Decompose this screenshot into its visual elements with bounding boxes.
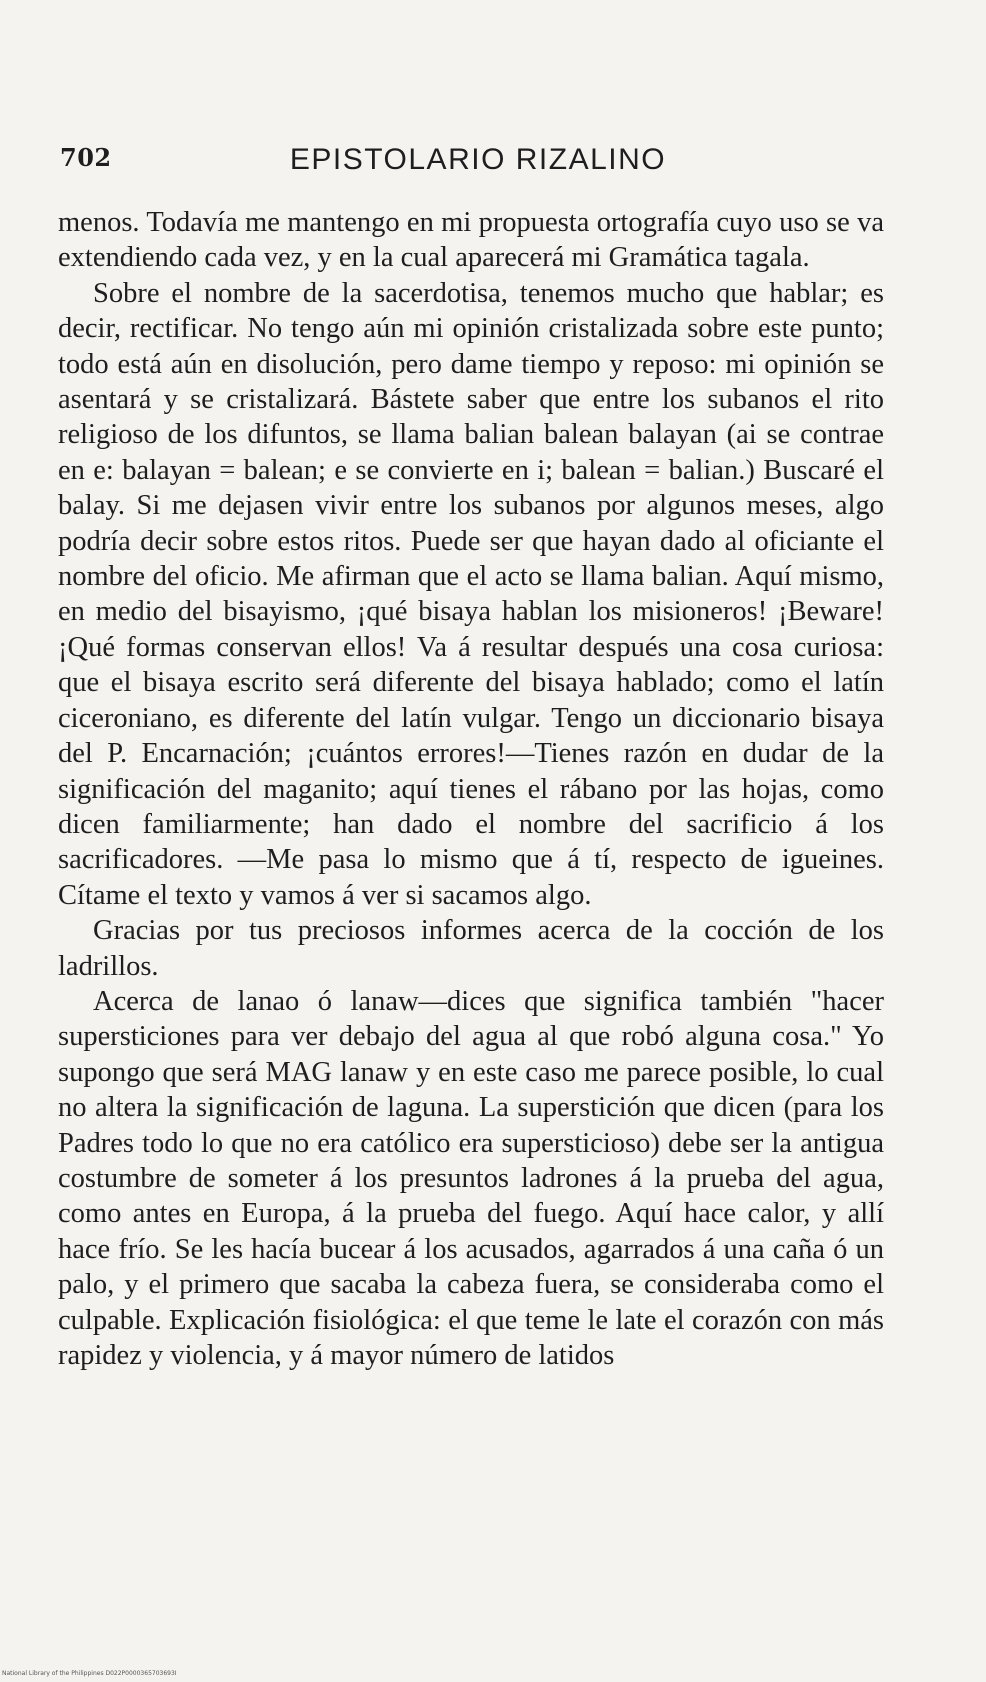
running-head: EPISTOLARIO RIZALINO [289, 143, 667, 176]
paragraph: Sobre el nombre de la sacerdotisa, tenemos mucho que hablar; es decir, rectificar. No tengo aún mi opinión cristalizada sobre este punto; todo está aún en disolución, pero dame tiempo y reposo: mi opinión se asentará y se cristalizará. Bástete saber que entre los subanos el rito religioso de los difuntos, se llama balian balean balayan (ai se contrae en e: balayan = balean; e se convierte en i; balean = balian.) Buscaré el balay. Si me dejasen vivir entre los subanos por algunos meses, algo podría decir sobre estos ritos. Puede ser que hayan dado al oficiante el nombre del oficio. Me afirman que el acto se llama balian. Aquí mismo, en medio del bisayismo, ¡qué bisaya hablan los misioneros! ¡Beware! ¡Qué formas conservan ellos! Va á resultar después una cosa curiosa: que el bisaya escrito será diferente del bisaya hablado; como el latín ciceroniano, es diferente del latín vulgar. Tengo un diccionario bisaya del P. Encarnación; ¡cuántos errores!—Tienes razón en dudar de la significación del maganito; aquí tienes el rábano por las hojas, como dicen familiarmente; han dado el nombre del sacrificio á los sacrificadores. —Me pasa lo mismo que á tí, respecto de igueines. Cítame el texto y vamos á ver si sacamos algo. [58, 277, 884, 911]
paragraph: Gracias por tus preciosos informes acerca de la cocción de los ladrillos. [58, 915, 884, 982]
paragraph: menos. Todavía me mantengo en mi propuesta ortografía cuyo uso se va extendiendo cada vez, y en la cual aparecerá mi Gramática tagala. [58, 207, 884, 274]
scan-credit: National Library of the Philippines D022P0000365703693I [2, 1670, 177, 1677]
page-number: 702 [60, 143, 112, 172]
body-text [58, 205, 884, 1373]
page-header [58, 143, 898, 183]
paragraph: Acerca de lanao ó lanaw—dices que significa también "hacer supersticiones para ver debajo del agua al que robó alguna cosa." Yo supongo que será MAG lanaw y en este caso me parece posible, lo cual no altera la significación de laguna. La superstición que dicen (para los Padres todo lo que no era católico era supersticioso) debe ser la antigua costumbre de someter á los presuntos ladrones á la prueba del agua, como antes en Europa, á la prueba del fuego. Aquí hace calor, y allí hace frío. Se les hacía bucear á los acusados, agarrados á una caña ó un palo, y el primero que sacaba la cabeza fuera, se consideraba como el culpable. Explicación fisiológica: el que teme le late el corazón con más rapidez y violencia, y á mayor número de latidos [58, 985, 884, 1371]
